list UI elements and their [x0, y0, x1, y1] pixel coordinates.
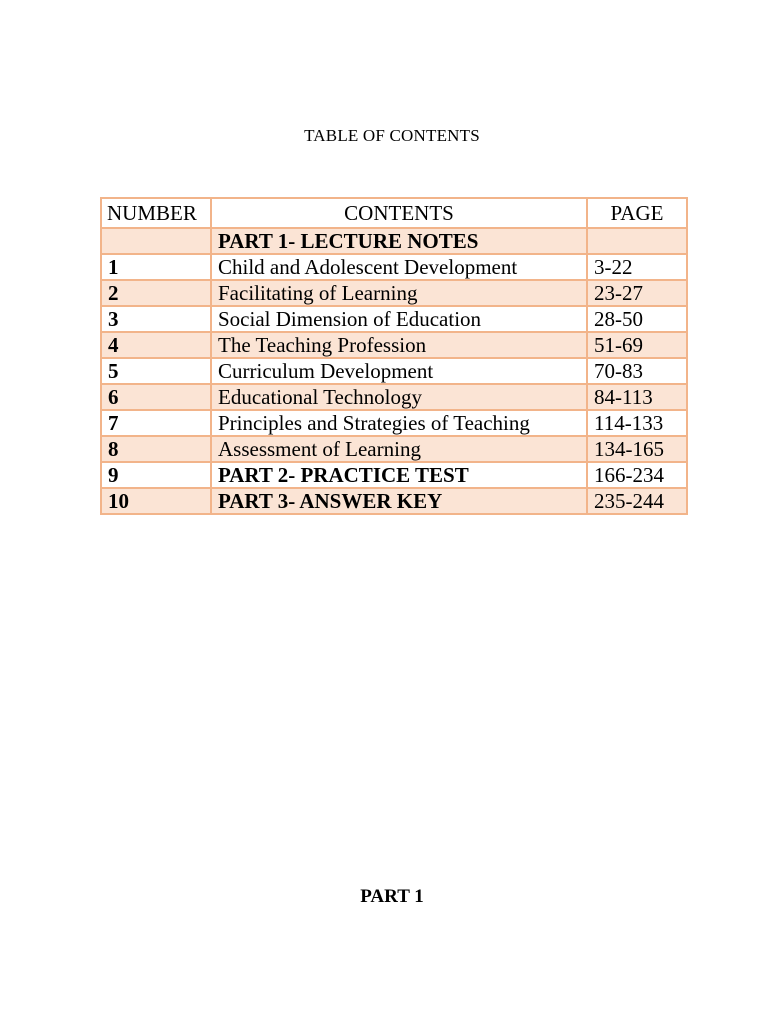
table-row	[101, 306, 687, 332]
row-contents: Principles and Strategies of Teaching	[211, 410, 587, 436]
table-row	[101, 436, 687, 462]
section-title: PART 1- LECTURE NOTES	[211, 228, 587, 254]
column-header-number: NUMBER	[101, 198, 211, 228]
row-number: 3	[101, 306, 211, 332]
table-row	[101, 488, 687, 514]
header-row	[101, 198, 687, 228]
row-contents: PART 2- PRACTICE TEST	[211, 462, 587, 488]
row-contents: Assessment of Learning	[211, 436, 587, 462]
row-page: 51-69	[587, 332, 687, 358]
row-contents: The Teaching Profession	[211, 332, 587, 358]
row-page: 23-27	[587, 280, 687, 306]
row-number: 1	[101, 254, 211, 280]
row-contents: Social Dimension of Education	[211, 306, 587, 332]
row-page: 134-165	[587, 436, 687, 462]
row-number: 8	[101, 436, 211, 462]
section-number	[101, 228, 211, 254]
row-page: 84-113	[587, 384, 687, 410]
table-row	[101, 254, 687, 280]
table-row	[101, 280, 687, 306]
section-page	[587, 228, 687, 254]
document-title: TABLE OF CONTENTS	[304, 126, 480, 145]
row-contents: Facilitating of Learning	[211, 280, 587, 306]
section-row-part-1	[101, 228, 687, 254]
row-number: 7	[101, 410, 211, 436]
column-header-page: PAGE	[587, 198, 687, 228]
column-header-contents: CONTENTS	[211, 198, 587, 228]
row-page: 114-133	[587, 410, 687, 436]
row-number: 10	[101, 488, 211, 514]
row-number: 5	[101, 358, 211, 384]
row-page: 3-22	[587, 254, 687, 280]
row-number: 2	[101, 280, 211, 306]
table-row	[101, 332, 687, 358]
row-contents: Curriculum Development	[211, 358, 587, 384]
row-contents: Child and Adolescent Development	[211, 254, 587, 280]
table-row	[101, 410, 687, 436]
table-row	[101, 462, 687, 488]
row-page: 235-244	[587, 488, 687, 514]
row-page: 166-234	[587, 462, 687, 488]
table-of-contents	[100, 197, 688, 515]
table-row	[101, 358, 687, 384]
row-number: 6	[101, 384, 211, 410]
row-number: 9	[101, 462, 211, 488]
row-contents: Educational Technology	[211, 384, 587, 410]
row-page: 28-50	[587, 306, 687, 332]
row-page: 70-83	[587, 358, 687, 384]
row-contents: PART 3- ANSWER KEY	[211, 488, 587, 514]
row-number: 4	[101, 332, 211, 358]
part-label: PART 1	[360, 886, 424, 907]
table-row	[101, 384, 687, 410]
